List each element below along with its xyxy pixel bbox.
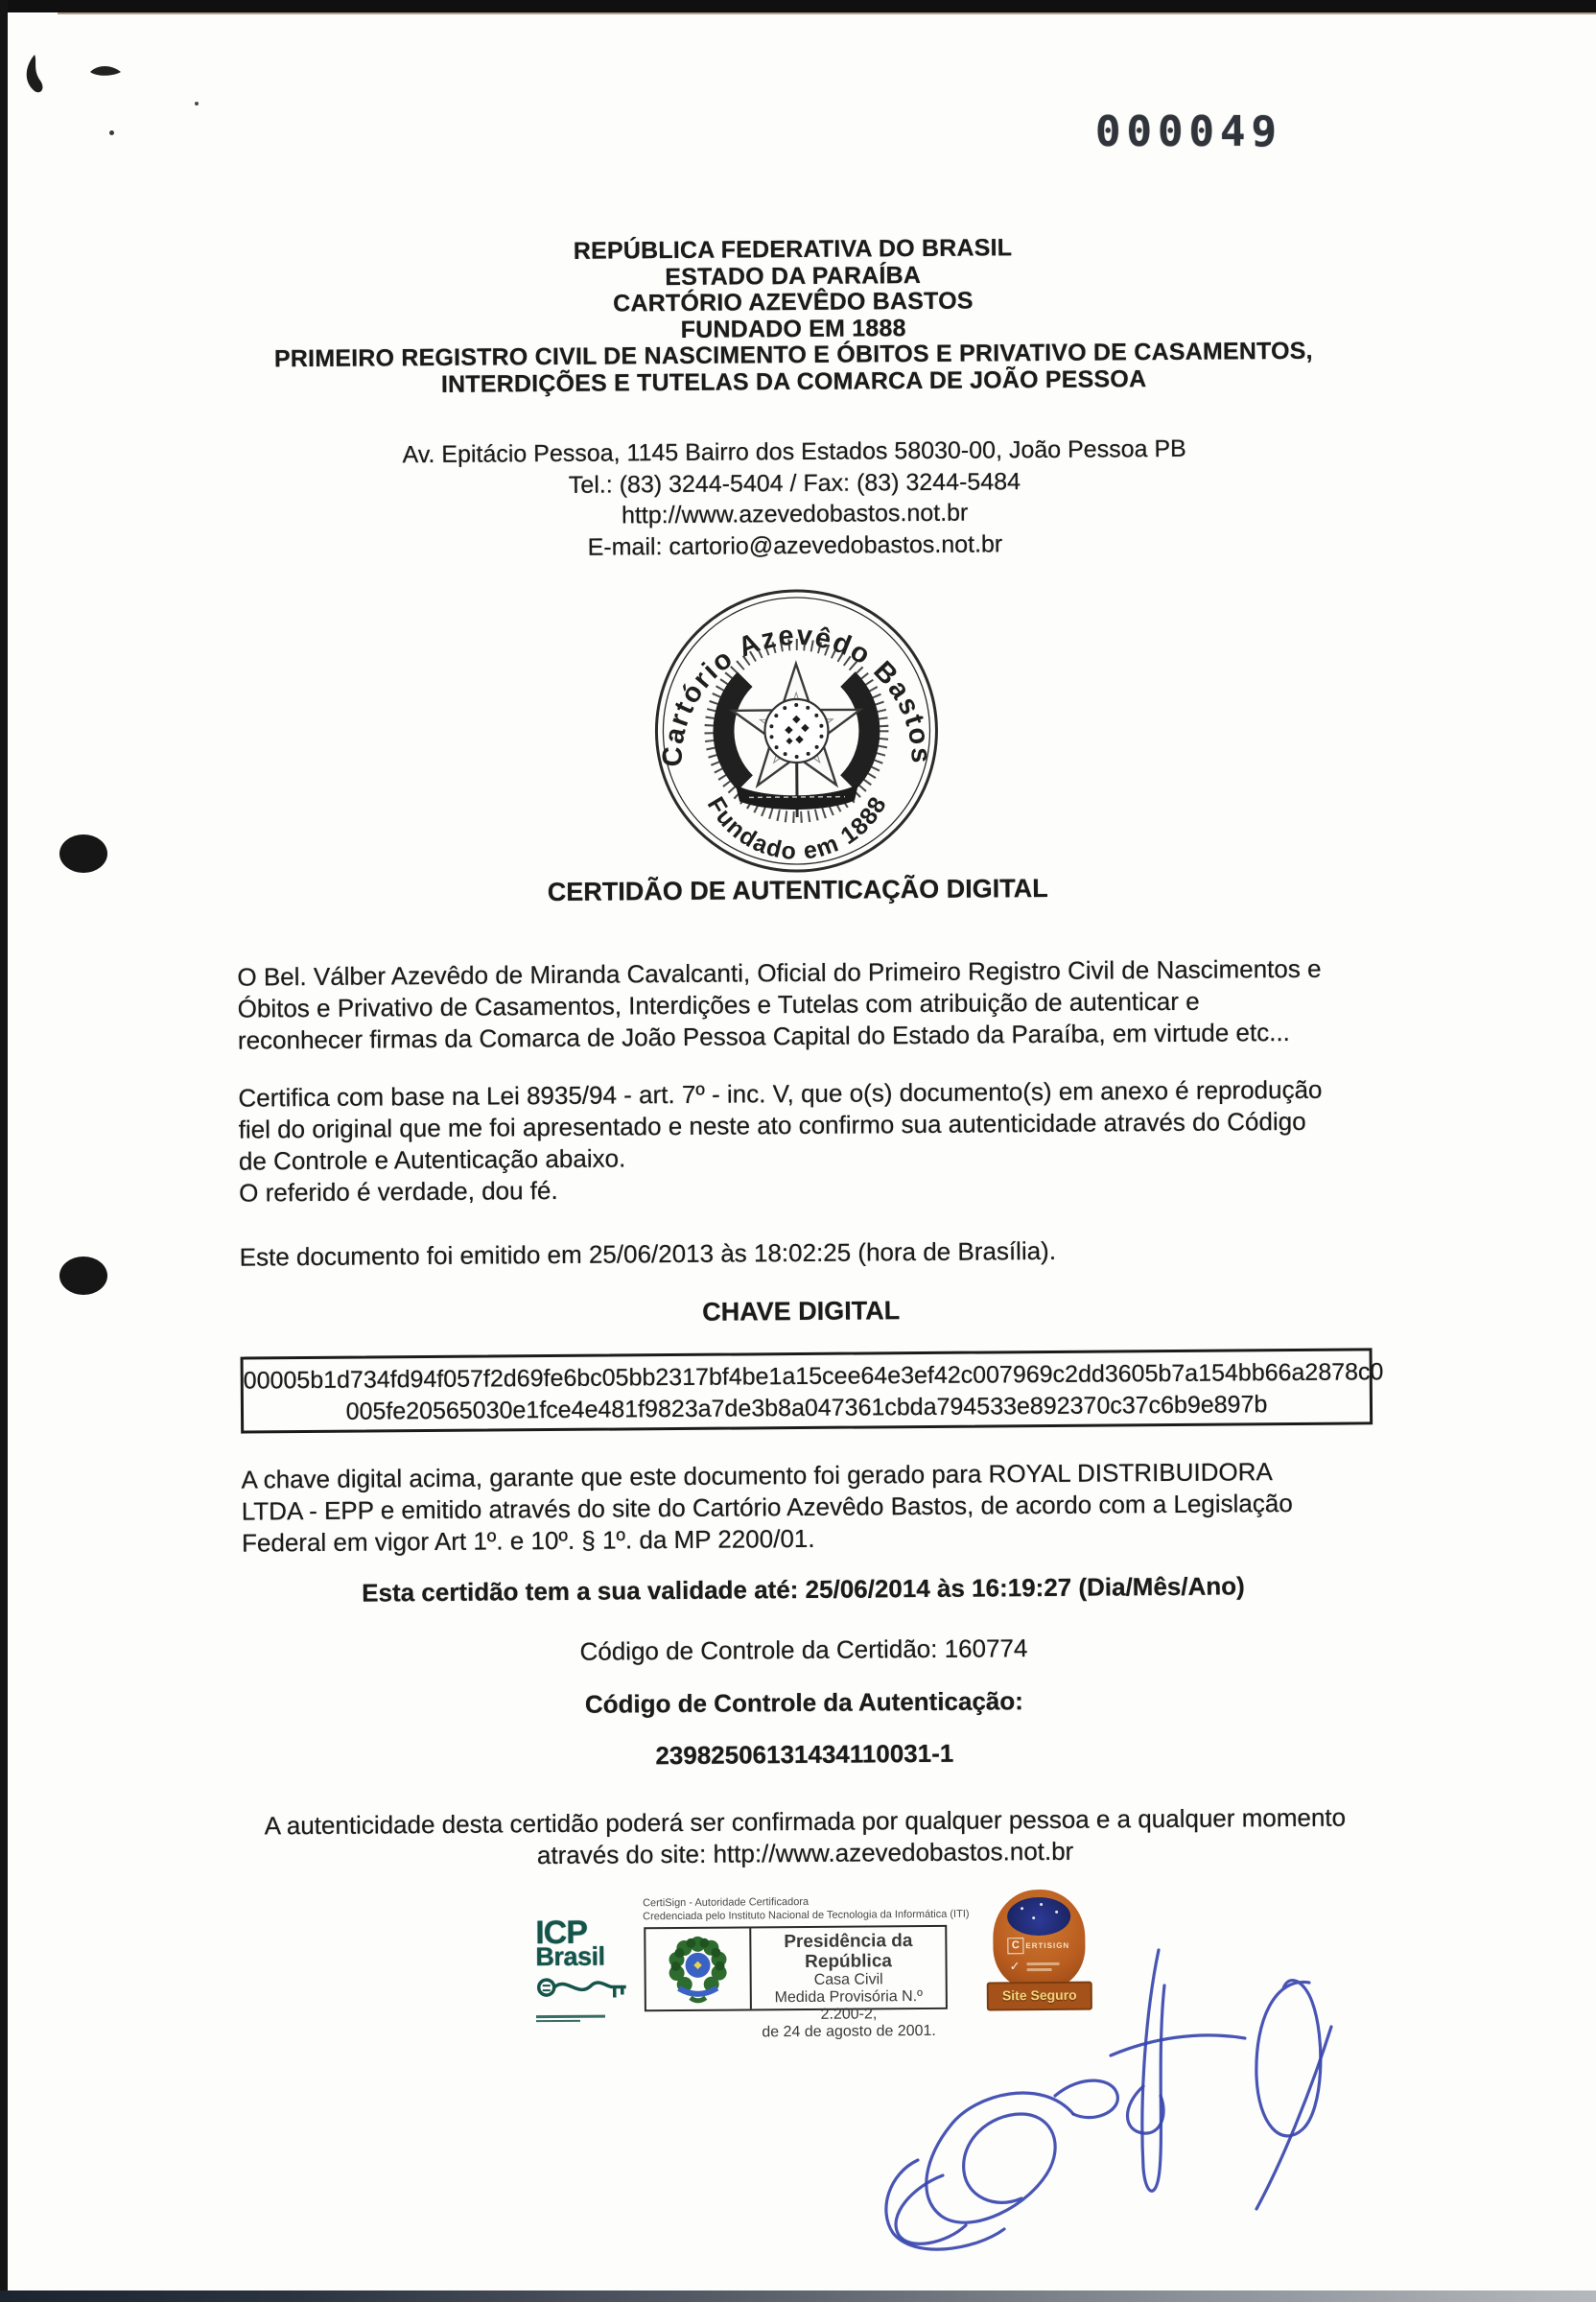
badge-small-text-bar: [1027, 1962, 1060, 1965]
badge-small-text-bar: [1027, 1968, 1052, 1971]
cartorio-seal: [651, 586, 941, 876]
gov-box-line: Medida Provisória N.º 2.200-2,: [774, 1988, 924, 2023]
paragraph-line: Federal em vigor Art 1º. e 10º. § 1º. da MP 2200/01.: [241, 1523, 815, 1558]
letterhead-line: PRIMEIRO REGISTRO CIVIL DE NASCIMENTO E ÓBITOS E PRIVATIVO DE CASAMENTOS,: [273, 337, 1313, 373]
authenticity-note-line: através do site: http://www.azevedobastos.not.br: [536, 1836, 1074, 1870]
page-number-stamp: 000049: [1095, 107, 1282, 156]
paragraph-line: LTDA - EPP e emitido através do site do Cartório Azevêdo Bastos, de acordo com a Legislação: [241, 1488, 1293, 1526]
certifier-caption-line: Credenciada pelo Instituto Nacional de Tecnologia da Informática (ITI): [643, 1908, 970, 1923]
badge-checkmark: ✓: [1009, 1959, 1021, 1974]
icp-caption-bar: [536, 2020, 580, 2022]
authentication-control-value: 23982506131434110031-1: [655, 1738, 954, 1771]
paragraph-line: A chave digital acima, garante que este documento foi gerado para ROYAL DISTRIBUIDORA: [241, 1457, 1273, 1494]
paragraph-line: Óbitos e Privativo de Casamentos, Interdições e Tutelas com atribuição de autenticar e: [237, 986, 1200, 1023]
authenticity-note-line: A autenticidade desta certidão poderá ser confirmada por qualquer pessoa e a qualquer momento: [264, 1802, 1347, 1841]
certisign-brand: ERTISIGN: [1025, 1940, 1070, 1951]
seal-center-circle: [764, 699, 829, 763]
address-line: http://www.azevedobastos.not.br: [621, 499, 969, 529]
address-line: Tel.: (83) 3244-5404 / Fax: (83) 3244-5484: [568, 468, 1021, 499]
icp-caption-bar: [536, 2015, 605, 2019]
paragraph-line: reconhecer firmas da Comarca de João Pessoa Capital do Estado da Paraíba, em virtude etc...: [237, 1017, 1290, 1055]
address-line: E-mail: cartorio@azevedobastos.not.br: [587, 530, 1003, 561]
paragraph-line: de Controle e Autenticação abaixo.: [238, 1143, 626, 1176]
signature-scribble-right: [1093, 1942, 1343, 2220]
icp-logo-text: ICP: [535, 1914, 588, 1952]
authentication-control-heading: Código de Controle da Autenticação:: [584, 1686, 1023, 1719]
certificate-control-code-line: Código de Controle da Certidão: 160774: [579, 1633, 1028, 1666]
seal-top-text: Cartório Azevêdo Bastos: [657, 620, 936, 767]
presidencia-box: [644, 1925, 948, 2041]
letterhead-line: REPÚBLICA FEDERATIVA DO BRASIL: [573, 234, 1013, 265]
gov-box-line: de 24 de agosto de 2001.: [762, 2022, 936, 2041]
letterhead-line: ESTADO DA PARAÍBA: [665, 261, 922, 292]
icp-logo-text: Brasil: [535, 1941, 605, 1972]
icp-brasil-logo: [535, 1914, 642, 2022]
gov-box-line: Casa Civil: [813, 1971, 883, 1988]
document-title: CERTIDÃO DE AUTENTICAÇÃO DIGITAL: [547, 873, 1048, 907]
seal-bottom-text: Fundado em 1888: [701, 791, 893, 866]
digital-key-box: [241, 1348, 1384, 1433]
digital-key-line2: 005fe20565030e1fce4e481f9823a7de3b8a047361cbda794533e892370c37c6b9e897b: [345, 1391, 1268, 1425]
certisign-letter: C: [1007, 1938, 1023, 1954]
validity-line: Esta certidão tem a sua validade até: 25/06/2014 às 16:19:27 (Dia/Mês/Ano): [362, 1571, 1245, 1608]
gov-box-line: Presidência da República: [784, 1931, 913, 1972]
letterhead-line: FUNDADO EM 1888: [680, 315, 906, 343]
certifier-caption-line: CertiSign - Autoridade Certificadora: [642, 1895, 810, 1910]
paragraph-line: Certifica com base na Lei 8935/94 - art. 7º - inc. V, que o(s) documento(s) em anexo é reprodução: [238, 1074, 1323, 1113]
paragraph-line: fiel do original que me foi apresentado e neste ato confirmo sua autenticidade através do Código: [238, 1106, 1306, 1144]
site-seguro-banner: Site Seguro: [987, 1982, 1092, 2011]
brazil-coat-of-arms-icon: [645, 1928, 752, 2009]
icp-key-icon: [536, 1969, 632, 2008]
letterhead-line: CARTÓRIO AZEVÊDO BASTOS: [613, 287, 974, 317]
paragraph-line: O referido é verdade, dou fé.: [239, 1175, 558, 1208]
certisign-site-seguro-badge: [986, 1890, 1092, 2013]
issued-date-line: Este documento foi emitido em 25/06/2013 às 18:02:25 (hora de Brasília).: [239, 1235, 1057, 1272]
letterhead-line: INTERDIÇÕES E TUTELAS DA COMARCA DE JOÃO PESSOA: [440, 365, 1147, 398]
digital-key-line1: 00005b1d734fd94f057f2d69fe6bc05bb2317bf4be1a15cee64e3ef42c007969c2dd3605b7a154bb66a2878c0: [243, 1358, 1384, 1395]
address-line: Av. Epitácio Pessoa, 1145 Bairro dos Estados 58030-00, João Pessoa PB: [402, 435, 1186, 469]
chave-digital-heading: CHAVE DIGITAL: [702, 1296, 901, 1327]
paragraph-line: O Bel. Válber Azevêdo de Miranda Cavalcanti, Oficial do Primeiro Registro Civil de Nascimentos e: [237, 953, 1322, 992]
